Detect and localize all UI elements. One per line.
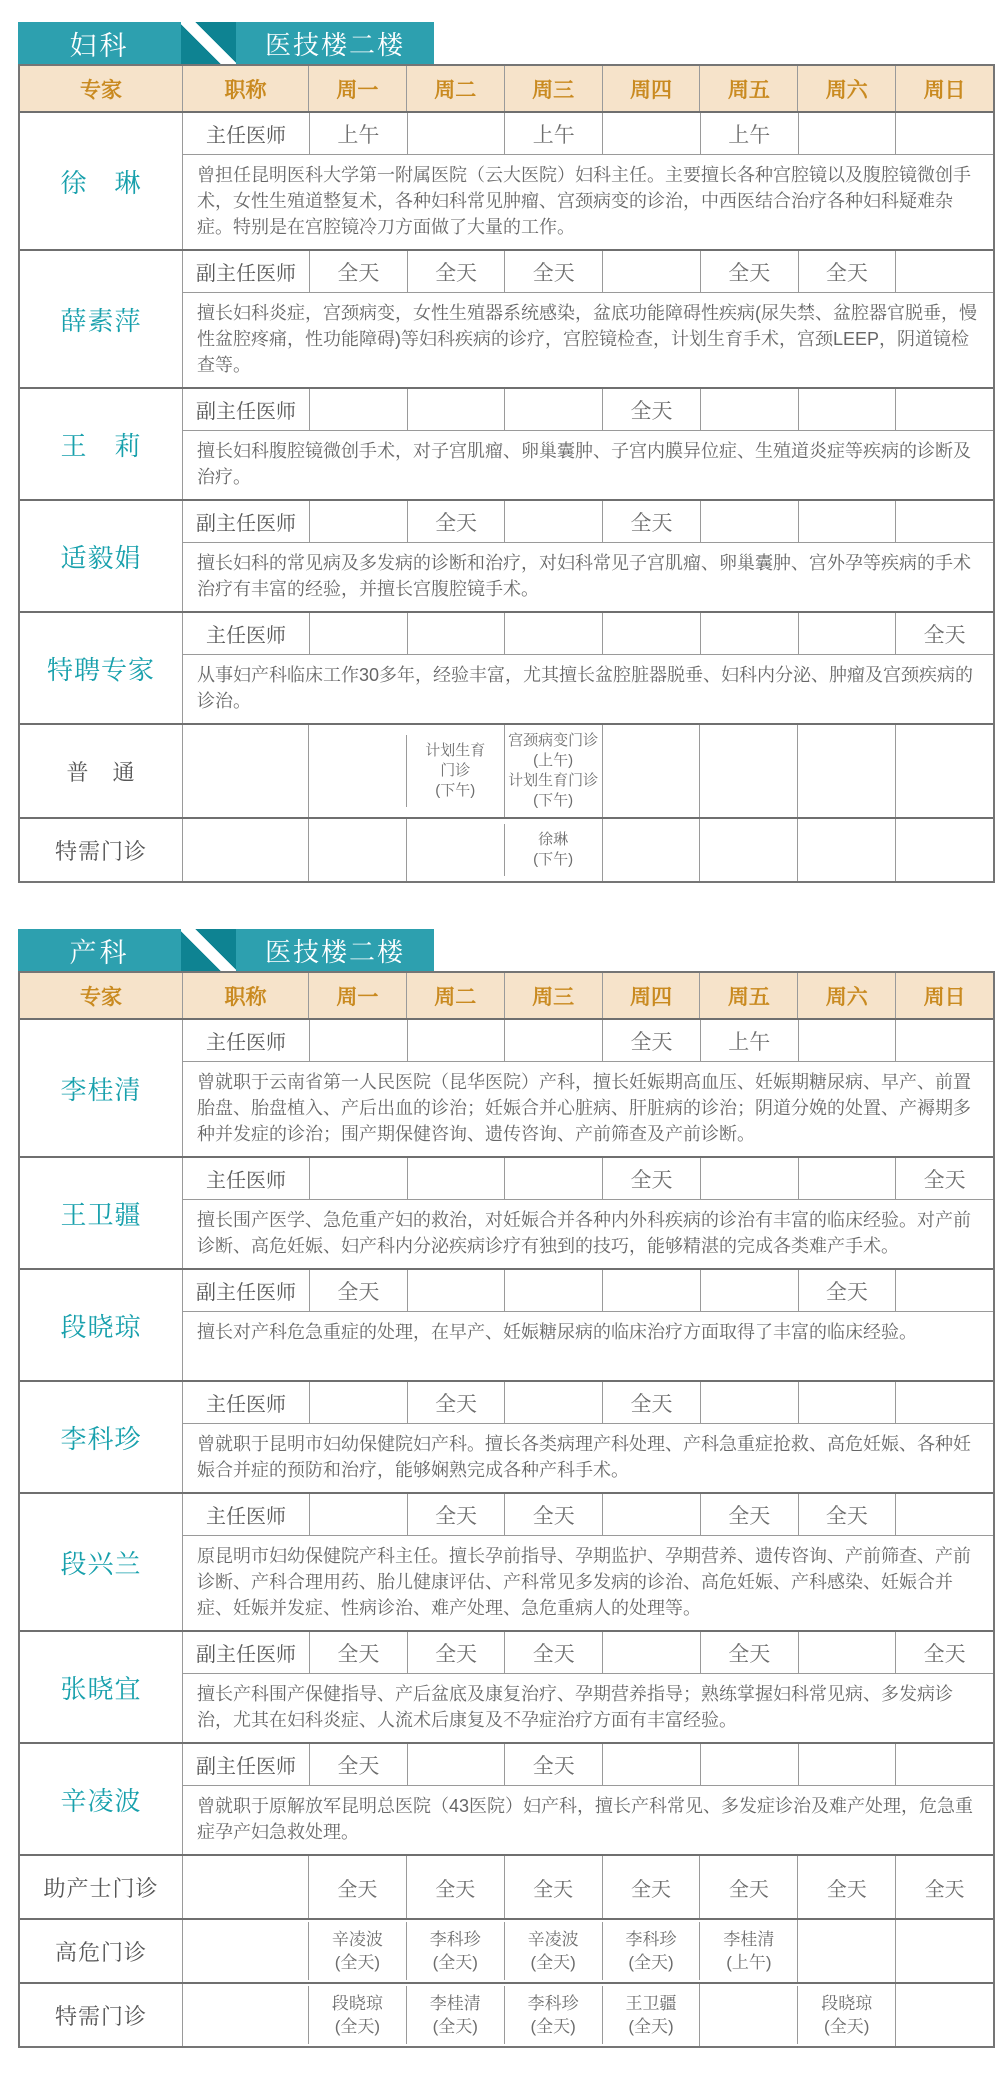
schedule-cell: 全天 bbox=[504, 251, 602, 292]
schedule-cell bbox=[700, 613, 798, 654]
schedule-cell bbox=[407, 1020, 505, 1061]
gynecology-schedule-table bbox=[18, 64, 995, 883]
schedule-cell bbox=[602, 1632, 700, 1673]
schedule-cell bbox=[798, 1382, 896, 1423]
schedule-cell bbox=[602, 725, 700, 817]
doctor-name: 特聘专家 bbox=[46, 654, 155, 685]
doctor-title-row bbox=[183, 613, 993, 655]
doctor-title-row bbox=[183, 1494, 993, 1536]
slash-divider-icon bbox=[181, 929, 236, 971]
schedule-cell bbox=[798, 1020, 896, 1061]
doctor-title: 主任医师 bbox=[206, 625, 286, 647]
doctor-row bbox=[20, 387, 993, 499]
doctor-name: 王卫疆 bbox=[60, 1199, 142, 1230]
obstetrics-section bbox=[18, 929, 995, 2048]
schedule-cell bbox=[407, 1744, 505, 1785]
doctor-schedule-area bbox=[182, 1270, 993, 1380]
schedule-cell bbox=[309, 389, 407, 430]
doctor-name: 适毅娟 bbox=[60, 542, 142, 573]
doctor-name: 李科珍 bbox=[60, 1423, 142, 1454]
column-header: 周五 bbox=[699, 973, 797, 1018]
schedule-cell bbox=[602, 1494, 700, 1535]
doctor-title: 主任医师 bbox=[206, 125, 286, 147]
schedule-cell bbox=[798, 1744, 896, 1785]
doctor-schedule-area bbox=[182, 251, 993, 387]
schedule-cell: 全天 bbox=[798, 251, 896, 292]
schedule-cell bbox=[700, 1744, 798, 1785]
doctor-title: 副主任医师 bbox=[196, 513, 296, 535]
gynecology-section bbox=[18, 22, 995, 883]
schedule-cell bbox=[895, 389, 993, 430]
location-label: 医技楼二楼 bbox=[236, 22, 434, 64]
doctor-name: 徐 琳 bbox=[60, 167, 142, 198]
schedule-header-row bbox=[20, 973, 993, 1018]
location-label: 医技楼二楼 bbox=[236, 929, 434, 971]
schedule-cell: 王卫疆 (全天) bbox=[602, 1986, 700, 2044]
schedule-cell bbox=[602, 1744, 700, 1785]
clinic-row bbox=[20, 723, 993, 817]
schedule-cell bbox=[895, 1744, 993, 1785]
schedule-cell bbox=[309, 1382, 407, 1423]
column-header: 专家 bbox=[80, 986, 122, 1009]
doctor-row bbox=[20, 1156, 993, 1268]
schedule-cell bbox=[309, 613, 407, 654]
clinic-row bbox=[20, 1854, 993, 1918]
doctor-name: 段兴兰 bbox=[60, 1548, 142, 1579]
schedule-cell bbox=[700, 501, 798, 542]
schedule-cell bbox=[602, 113, 700, 154]
schedule-cell: 全天 bbox=[309, 1744, 407, 1785]
schedule-cell: 全天 bbox=[504, 1632, 602, 1673]
doctor-title: 副主任医师 bbox=[196, 1282, 296, 1304]
column-header: 周六 bbox=[797, 973, 895, 1018]
doctor-bio: 擅长妇科的常见病及多发病的诊断和治疗，对妇科常见子宫肌瘤、卵巢囊肿、宫外孕等疾病的手术治疗有丰富的经验，并擅长宫腹腔镜手术。 bbox=[197, 553, 971, 599]
doctor-schedule-area bbox=[182, 1494, 993, 1630]
schedule-cell bbox=[504, 389, 602, 430]
schedule-cell bbox=[504, 1382, 602, 1423]
schedule-cell: 全天 bbox=[895, 1632, 993, 1673]
schedule-cell: 段晓琼 (全天) bbox=[797, 1986, 895, 2044]
schedule-cell bbox=[699, 1984, 797, 2046]
doctor-schedule-area bbox=[182, 1020, 993, 1156]
column-header: 周一 bbox=[308, 973, 406, 1018]
schedule-cell: 辛凌波 (全天) bbox=[308, 1922, 406, 1980]
schedule-cell: 全天 bbox=[700, 1632, 798, 1673]
schedule-cell bbox=[407, 389, 505, 430]
schedule-cell bbox=[895, 725, 993, 817]
schedule-cell bbox=[602, 251, 700, 292]
schedule-cell bbox=[895, 501, 993, 542]
schedule-cell bbox=[895, 113, 993, 154]
schedule-cell bbox=[407, 113, 505, 154]
doctor-bio: 擅长围产医学、急危重产妇的救治，对妊娠合并各种内外科疾病的诊治有丰富的临床经验。对产前诊断、高危妊娠、妇产科内分泌疾病诊疗有独到的技巧，能够精湛的完成各类难产手术。 bbox=[197, 1210, 971, 1256]
schedule-cell bbox=[895, 819, 993, 881]
doctor-row bbox=[20, 1630, 993, 1742]
schedule-cell bbox=[700, 389, 798, 430]
schedule-cell: 辛凌波 (全天) bbox=[504, 1922, 602, 1980]
doctor-row bbox=[20, 111, 993, 249]
schedule-cell bbox=[309, 1158, 407, 1199]
doctor-title: 副主任医师 bbox=[196, 1756, 296, 1778]
doctor-bio: 曾担任昆明医科大学第一附属医院（云大医院）妇科主任。主要擅长各种宫腔镜以及腹腔镜微创手术，女性生殖道整复术，各种妇科常见肿瘤、宫颈病变的诊治，中西医结合治疗各种妇科疑难杂症。特别是在宫腔镜冷刀方面做了大量的工作。 bbox=[197, 165, 971, 237]
doctor-title-row bbox=[183, 113, 993, 155]
schedule-cell: 李桂清 (全天) bbox=[406, 1986, 504, 2044]
schedule-cell bbox=[798, 1632, 896, 1673]
doctor-row bbox=[20, 499, 993, 611]
schedule-cell: 全天 bbox=[895, 1856, 993, 1918]
doctor-bio: 原昆明市妇幼保健院产科主任。擅长孕前指导、孕期监护、孕期营养、遗传咨询、产前筛查、产前诊断、产科合理用药、胎儿健康评估、产科常见多发病的诊治、高危妊娠、产科感染、妊娠合并症、妊娠并发症、性病诊治、难产处理、急危重病人的处理等。 bbox=[197, 1546, 971, 1618]
schedule-cell: 全天 bbox=[504, 1744, 602, 1785]
schedule-header-row bbox=[20, 66, 993, 111]
schedule-cell bbox=[504, 1270, 602, 1311]
schedule-cell: 全天 bbox=[309, 251, 407, 292]
schedule-cell: 宫颈病变门诊 (上午) 计划生育门诊 (下午) bbox=[504, 725, 602, 817]
schedule-cell: 李科珍 (全天) bbox=[602, 1922, 700, 1980]
schedule-cell bbox=[798, 501, 896, 542]
schedule-cell bbox=[309, 501, 407, 542]
doctor-title: 主任医师 bbox=[206, 1506, 286, 1528]
schedule-cell bbox=[797, 819, 895, 881]
column-header: 专家 bbox=[80, 79, 122, 102]
doctor-schedule-area bbox=[182, 1382, 993, 1492]
schedule-cell: 全天 bbox=[309, 1270, 407, 1311]
doctor-bio: 从事妇产科临床工作30多年，经验丰富，尤其擅长盆腔脏器脱垂、妇科内分泌、肿瘤及宫颈疾病的诊治。 bbox=[197, 665, 974, 711]
schedule-cell bbox=[699, 725, 797, 817]
schedule-cell bbox=[504, 501, 602, 542]
doctor-title: 副主任医师 bbox=[196, 1644, 296, 1666]
schedule-cell: 全天 bbox=[308, 1856, 406, 1918]
doctor-bio: 擅长妇科腹腔镜微创手术，对子宫肌瘤、卵巢囊肿、子宫内膜异位症、生殖道炎症等疾病的诊断及治疗。 bbox=[197, 441, 971, 487]
schedule-cell bbox=[895, 1382, 993, 1423]
obstetrics-schedule-table bbox=[18, 971, 995, 2048]
schedule-cell: 全天 bbox=[504, 1856, 602, 1918]
column-header: 周三 bbox=[504, 66, 602, 111]
doctor-bio: 擅长产科围产保健指导、产后盆底及康复治疗、孕期营养指导；熟练掌握妇科常见病、多发病诊治，尤其在妇科炎症、人流术后康复及不孕症治疗方面有丰富经验。 bbox=[197, 1684, 953, 1730]
schedule-cell: 全天 bbox=[797, 1856, 895, 1918]
schedule-cell: 全天 bbox=[602, 1158, 700, 1199]
doctor-title-row bbox=[183, 1382, 993, 1424]
column-header: 周四 bbox=[602, 66, 700, 111]
gynecology-banner bbox=[18, 22, 995, 64]
clinic-row bbox=[20, 1982, 993, 2046]
column-header: 职称 bbox=[182, 973, 308, 1018]
doctor-bio: 擅长对产科危急重症的处理，在早产、妊娠糖尿病的临床治疗方面取得了丰富的临床经验。 bbox=[197, 1322, 917, 1342]
schedule-cell: 上午 bbox=[700, 113, 798, 154]
doctor-name: 张晓宜 bbox=[60, 1673, 142, 1704]
schedule-cell bbox=[406, 819, 504, 881]
schedule-cell bbox=[700, 1270, 798, 1311]
schedule-cell bbox=[602, 613, 700, 654]
doctor-schedule-area bbox=[182, 1632, 993, 1742]
schedule-cell bbox=[797, 1920, 895, 1982]
schedule-cell bbox=[407, 613, 505, 654]
schedule-cell bbox=[895, 1494, 993, 1535]
doctor-title-row bbox=[183, 501, 993, 543]
schedule-cell bbox=[895, 1020, 993, 1061]
schedule-cell bbox=[308, 819, 406, 881]
column-header: 周二 bbox=[406, 973, 504, 1018]
schedule-cell: 全天 bbox=[407, 251, 505, 292]
doctor-title-row bbox=[183, 1158, 993, 1200]
schedule-cell bbox=[895, 1984, 993, 2046]
schedule-cell: 全天 bbox=[602, 1856, 700, 1918]
schedule-cell: 全天 bbox=[407, 1382, 505, 1423]
column-header: 周一 bbox=[308, 66, 406, 111]
doctor-name: 李桂清 bbox=[60, 1074, 142, 1105]
slash-divider-icon bbox=[181, 22, 236, 64]
department-name-label: 妇科 bbox=[18, 22, 181, 64]
schedule-cell bbox=[407, 1270, 505, 1311]
clinic-title-cell bbox=[182, 1856, 308, 1918]
doctor-name: 王 莉 bbox=[60, 430, 142, 461]
schedule-cell: 全天 bbox=[602, 389, 700, 430]
doctor-title: 主任医师 bbox=[206, 1394, 286, 1416]
doctor-bio: 曾就职于昆明市妇幼保健院妇产科。擅长各类病理产科处理、产科急重症抢救、高危妊娠、各种妊娠合并症的预防和治疗，能够娴熟完成各种产科手术。 bbox=[197, 1434, 971, 1480]
column-header: 周日 bbox=[895, 973, 993, 1018]
schedule-cell: 全天 bbox=[504, 1494, 602, 1535]
doctor-title: 主任医师 bbox=[206, 1170, 286, 1192]
schedule-cell: 段晓琼 (全天) bbox=[308, 1986, 406, 2044]
schedule-cell: 全天 bbox=[407, 1632, 505, 1673]
schedule-cell: 徐琳 (下午) bbox=[504, 824, 602, 876]
doctor-title-row bbox=[183, 251, 993, 293]
schedule-cell bbox=[798, 613, 896, 654]
schedule-cell: 全天 bbox=[407, 1494, 505, 1535]
doctor-row bbox=[20, 1268, 993, 1380]
schedule-cell: 全天 bbox=[602, 1020, 700, 1061]
schedule-cell bbox=[895, 1270, 993, 1311]
column-header: 职称 bbox=[182, 66, 308, 111]
schedule-cell: 全天 bbox=[309, 1632, 407, 1673]
doctor-title-row bbox=[183, 1632, 993, 1674]
schedule-cell: 全天 bbox=[602, 501, 700, 542]
doctor-schedule-area bbox=[182, 389, 993, 499]
schedule-cell: 计划生育 门诊 (下午) bbox=[406, 735, 504, 807]
clinic-title-cell bbox=[182, 819, 308, 881]
schedule-cell: 上午 bbox=[309, 113, 407, 154]
column-header: 周五 bbox=[699, 66, 797, 111]
schedule-cell bbox=[504, 1020, 602, 1061]
schedule-cell bbox=[798, 1158, 896, 1199]
clinic-row bbox=[20, 817, 993, 881]
schedule-cell bbox=[797, 725, 895, 817]
column-header: 周二 bbox=[406, 66, 504, 111]
schedule-cell: 上午 bbox=[504, 113, 602, 154]
doctor-name: 薛素萍 bbox=[60, 305, 142, 336]
doctor-row bbox=[20, 1742, 993, 1854]
schedule-cell: 李科珍 (全天) bbox=[406, 1922, 504, 1980]
doctor-bio: 曾就职于原解放军昆明总医院（43医院）妇产科，擅长产科常见、多发症诊治及难产处理，危急重症孕产妇急救处理。 bbox=[197, 1796, 974, 1842]
doctor-schedule-area bbox=[182, 501, 993, 611]
schedule-cell: 上午 bbox=[700, 1020, 798, 1061]
clinic-row bbox=[20, 1918, 993, 1982]
clinic-name: 助产士门诊 bbox=[43, 1875, 159, 1901]
doctor-schedule-area bbox=[182, 1158, 993, 1268]
schedule-cell bbox=[309, 1494, 407, 1535]
doctor-bio: 擅长妇科炎症，宫颈病变，女性生殖器系统感染，盆底功能障碍性疾病(尿失禁、盆腔器官脱垂，慢性盆腔疼痛，性功能障碍)等妇科疾病的诊疗，宫腔镜检查，计划生育手术，宫颈LEEP，阴道镜检查等。 bbox=[197, 303, 977, 375]
column-header: 周日 bbox=[895, 66, 993, 111]
doctor-schedule-area bbox=[182, 113, 993, 249]
schedule-cell: 全天 bbox=[895, 1158, 993, 1199]
department-name-label: 产科 bbox=[18, 929, 181, 971]
obstetrics-banner bbox=[18, 929, 995, 971]
schedule-cell: 全天 bbox=[798, 1494, 896, 1535]
schedule-cell: 全天 bbox=[406, 1856, 504, 1918]
schedule-cell bbox=[700, 1382, 798, 1423]
schedule-cell bbox=[895, 1920, 993, 1982]
doctor-title-row bbox=[183, 1020, 993, 1062]
doctor-title-row bbox=[183, 389, 993, 431]
doctor-title: 副主任医师 bbox=[196, 263, 296, 285]
doctor-row bbox=[20, 249, 993, 387]
column-header: 周四 bbox=[602, 973, 700, 1018]
doctor-schedule-area bbox=[182, 613, 993, 723]
clinic-name: 高危门诊 bbox=[54, 1939, 147, 1965]
schedule-cell: 全天 bbox=[700, 251, 798, 292]
column-header: 周六 bbox=[797, 66, 895, 111]
schedule-cell: 全天 bbox=[699, 1856, 797, 1918]
doctor-schedule-area bbox=[182, 1744, 993, 1854]
doctor-row bbox=[20, 1380, 993, 1492]
schedule-cell bbox=[798, 113, 896, 154]
schedule-cell: 李科珍 (全天) bbox=[504, 1986, 602, 2044]
schedule-cell: 李桂清 (上午) bbox=[699, 1922, 797, 1980]
schedule-cell bbox=[895, 251, 993, 292]
clinic-title-cell bbox=[182, 1984, 308, 2046]
doctor-title-row bbox=[183, 1744, 993, 1786]
clinic-title-cell bbox=[182, 725, 308, 817]
schedule-cell bbox=[504, 613, 602, 654]
schedule-cell: 全天 bbox=[895, 613, 993, 654]
doctor-row bbox=[20, 1018, 993, 1156]
schedule-cell: 全天 bbox=[700, 1494, 798, 1535]
clinic-name: 特需门诊 bbox=[54, 838, 147, 864]
doctor-row bbox=[20, 611, 993, 723]
doctor-bio: 曾就职于云南省第一人民医院（昆华医院）产科，擅长妊娠期高血压、妊娠期糖尿病、早产、前置胎盘、胎盘植入、产后出血的诊治；妊娠合并心脏病、肝脏病的诊治；阴道分娩的处置、产褥期多种并发症的诊治；围产期保健咨询、遗传咨询、产前筛查及产前诊断。 bbox=[197, 1072, 971, 1144]
clinic-name: 普 通 bbox=[66, 759, 136, 785]
doctor-title-row bbox=[183, 1270, 993, 1312]
schedule-cell bbox=[309, 1020, 407, 1061]
schedule-cell: 全天 bbox=[407, 501, 505, 542]
clinic-title-cell bbox=[182, 1920, 308, 1982]
schedule-cell bbox=[602, 1270, 700, 1311]
doctor-title: 主任医师 bbox=[206, 1032, 286, 1054]
schedule-cell bbox=[798, 389, 896, 430]
doctor-title: 副主任医师 bbox=[196, 401, 296, 423]
doctor-name: 段晓琼 bbox=[60, 1311, 142, 1342]
column-header: 周三 bbox=[504, 973, 602, 1018]
clinic-name: 特需门诊 bbox=[54, 2003, 147, 2029]
doctor-name: 辛凌波 bbox=[60, 1785, 142, 1816]
schedule-cell bbox=[407, 1158, 505, 1199]
schedule-cell: 全天 bbox=[798, 1270, 896, 1311]
schedule-cell bbox=[504, 1158, 602, 1199]
schedule-cell bbox=[308, 725, 406, 817]
schedule-cell: 全天 bbox=[602, 1382, 700, 1423]
schedule-cell bbox=[602, 819, 700, 881]
doctor-row bbox=[20, 1492, 993, 1630]
schedule-cell bbox=[699, 819, 797, 881]
schedule-cell bbox=[700, 1158, 798, 1199]
